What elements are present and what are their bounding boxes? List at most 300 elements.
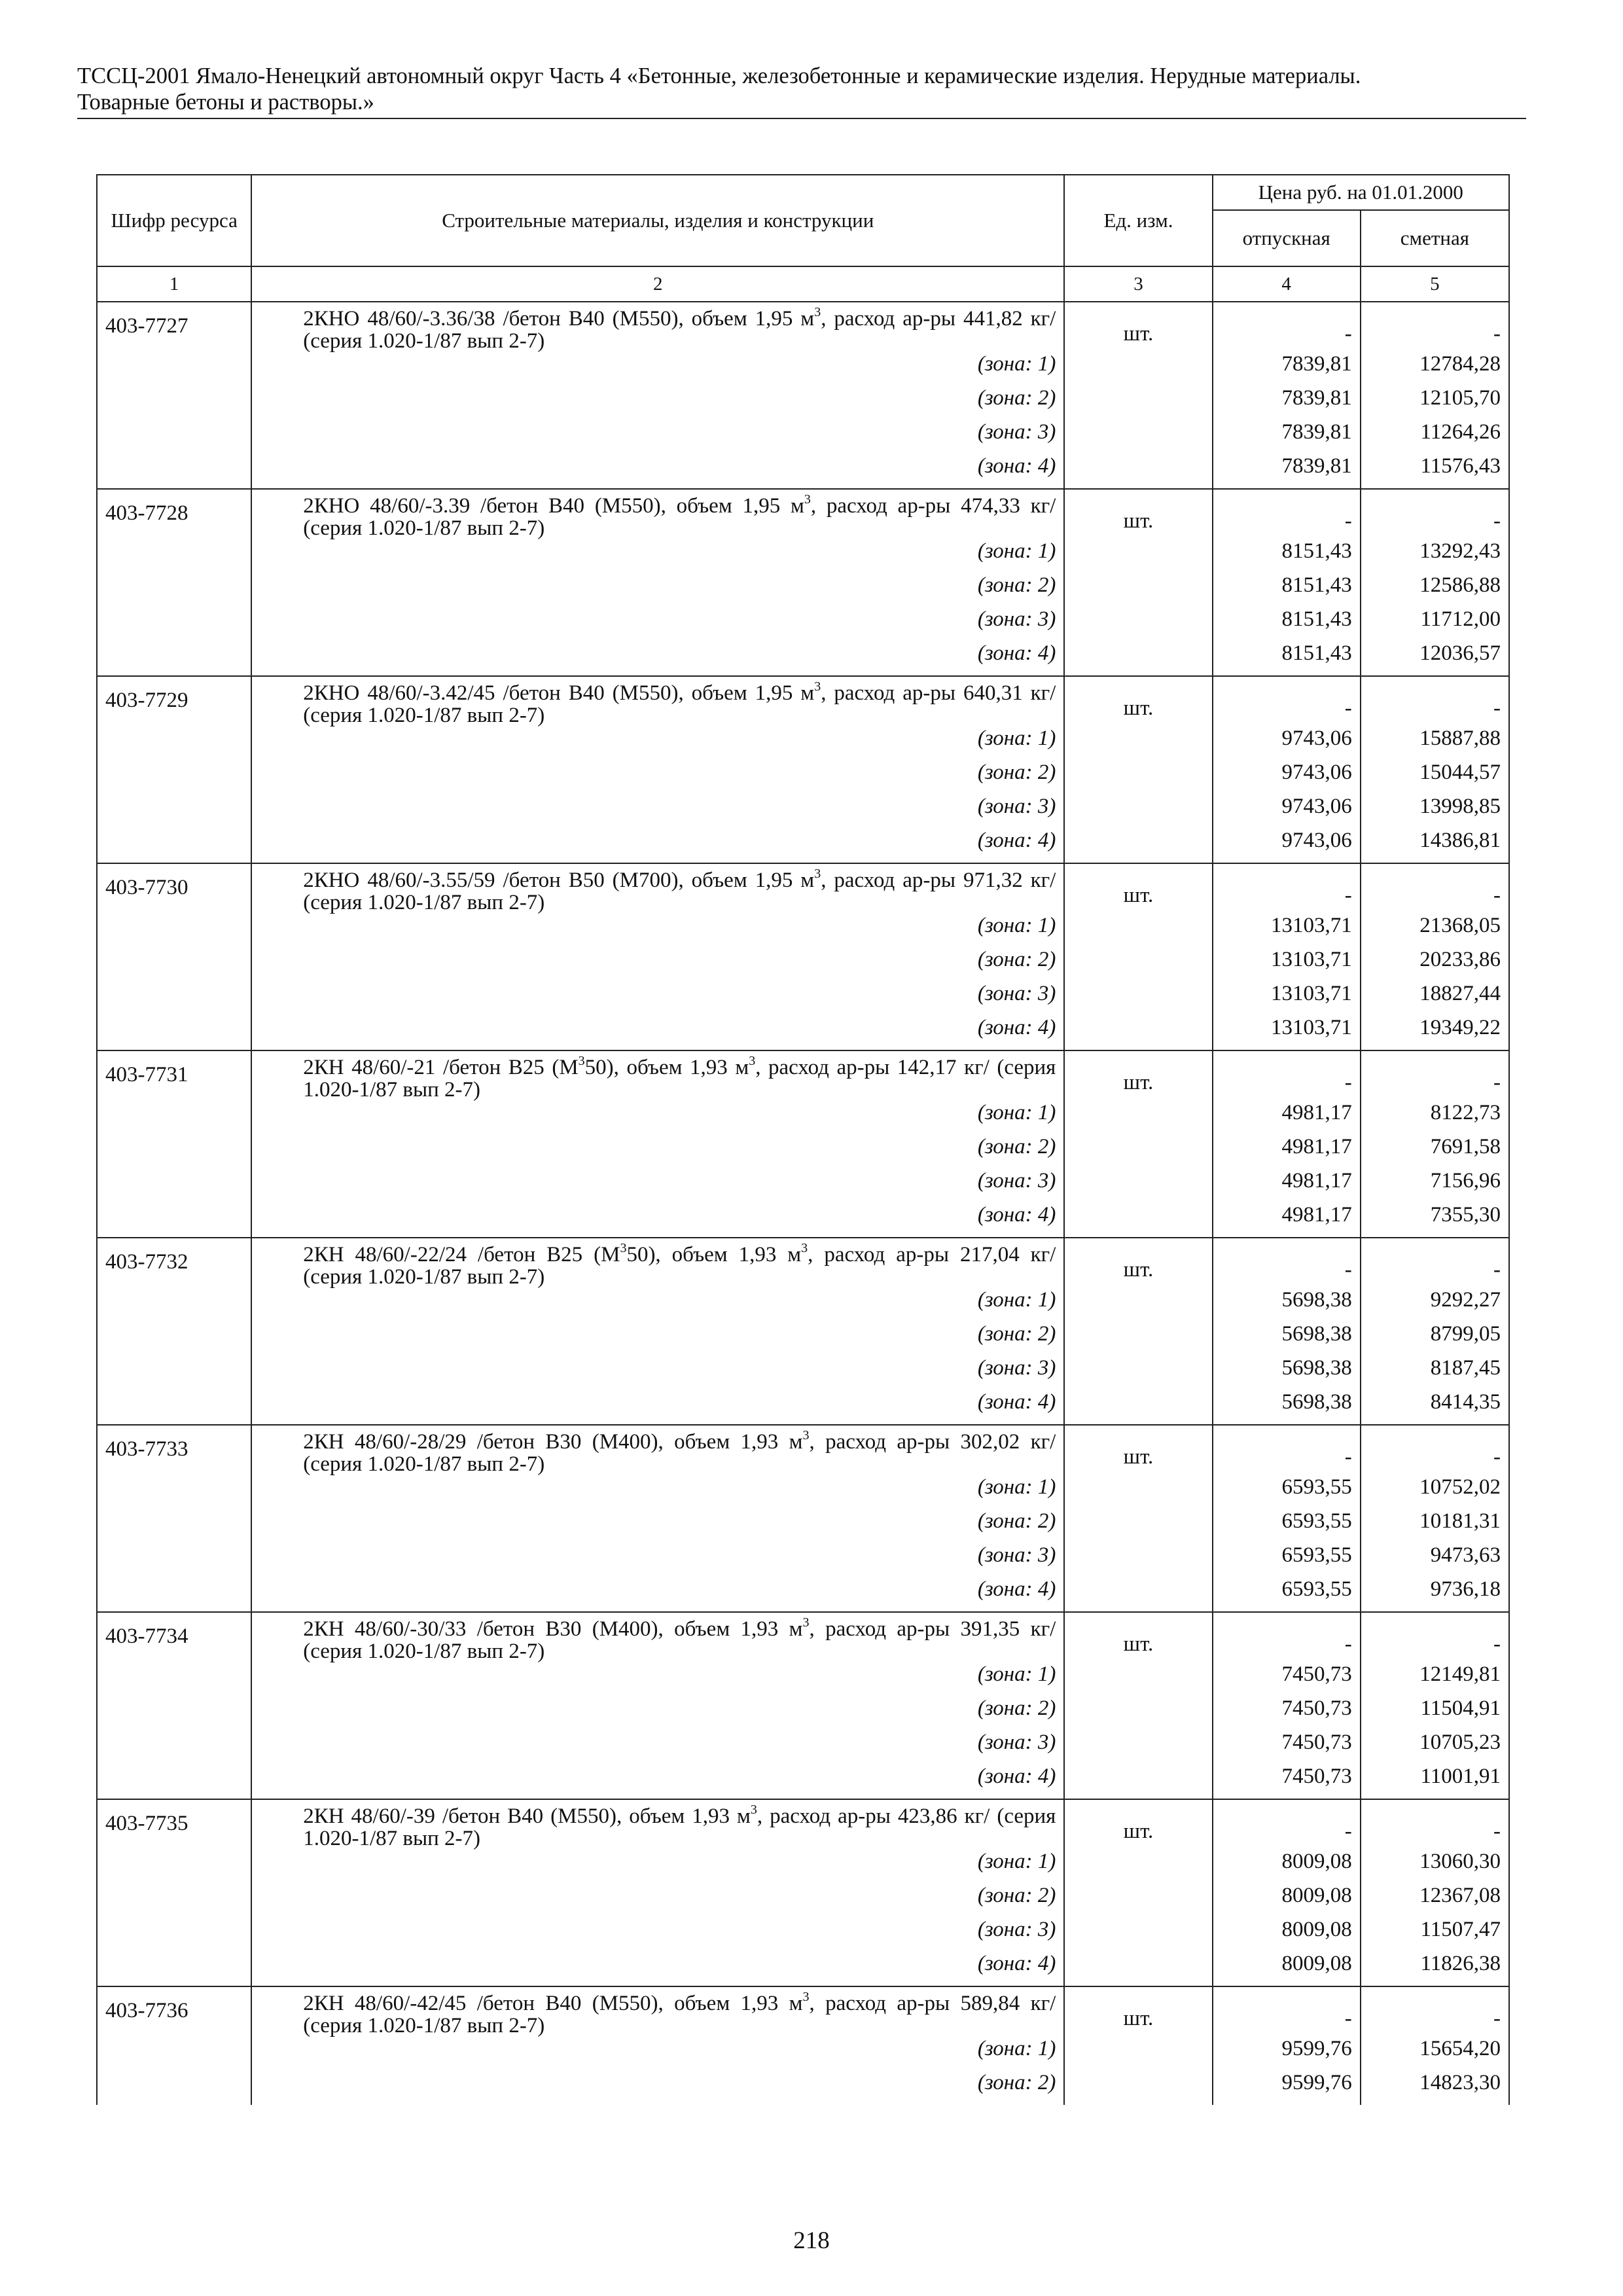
table-body [97,302,1509,2105]
empty-cell [1064,726,1212,761]
empty-cell [1064,454,1212,489]
zone-estimate-price: 9473,63 [1361,1543,1509,1577]
zone-release-price: 8009,08 [1213,1952,1361,1986]
zone-release-price: 8009,08 [1213,1918,1361,1952]
empty-cell [1064,761,1212,795]
zone-row [97,795,1509,829]
header-code: Шифр ресурса [97,175,251,266]
zone-label: (зона: 2) [251,1884,1064,1918]
empty-cell [1064,2037,1212,2071]
zone-estimate-price: 10181,31 [1361,1509,1509,1543]
zone-release-price: 13103,71 [1213,948,1361,982]
zone-label: (зона: 4) [251,1765,1064,1799]
zone-label: (зона: 3) [251,982,1064,1016]
empty-cell [1064,1662,1212,1696]
zone-estimate-price: 11712,00 [1361,607,1509,641]
zone-estimate-price: 11504,91 [1361,1696,1509,1731]
zone-label: (зона: 1) [251,1101,1064,1135]
superscript-3: 3 [620,1241,627,1255]
table-row [97,863,1509,914]
zone-release-price: 9743,06 [1213,829,1361,863]
zone-estimate-price: 19349,22 [1361,1016,1509,1050]
zone-label: (зона: 2) [251,1696,1064,1731]
desc-start: 2КН 48/60/-39 /бетон В40 (М550), объем 1,93 м [303,1804,751,1828]
zone-label: (зона: 4) [251,1390,1064,1425]
empty-cell [1064,1918,1212,1952]
empty-cell [97,795,251,829]
zone-row [97,1884,1509,1918]
empty-cell [97,1952,251,1986]
empty-cell [97,1884,251,1918]
zone-release-price: 9599,76 [1213,2037,1361,2071]
empty-cell [1064,573,1212,607]
resource-code: 403-7735 [97,1799,251,1850]
empty-cell [97,573,251,607]
empty-cell [97,1577,251,1612]
unit: шт. [1064,489,1212,539]
zone-release-price: 6593,55 [1213,1577,1361,1612]
empty-cell [97,1356,251,1390]
column-number: 1 [97,266,251,302]
estimate-price: - [1361,863,1509,914]
zone-estimate-price: 8187,45 [1361,1356,1509,1390]
zone-release-price: 9599,76 [1213,2071,1361,2105]
empty-cell [97,1169,251,1203]
item-description [251,1612,1064,1662]
page-number: 218 [793,2227,830,2254]
empty-cell [1064,1850,1212,1884]
header-line-1: ТССЦ-2001 Ямало-Ненецкий автономный округ Часть 4 «Бетонные, железобетонные и керамические изделия. Нерудные материалы. [77,63,1361,88]
empty-cell [1064,1288,1212,1322]
release-price: - [1213,676,1361,726]
zone-row [97,1356,1509,1390]
zone-row [97,982,1509,1016]
header-estimate-price: сметная [1361,210,1509,266]
zone-release-price: 5698,38 [1213,1288,1361,1322]
zone-release-price: 8151,43 [1213,539,1361,573]
zone-estimate-price: 18827,44 [1361,982,1509,1016]
empty-cell [97,607,251,641]
zone-release-price: 7450,73 [1213,1731,1361,1765]
resource-code: 403-7728 [97,489,251,539]
header-line-2: Товарные бетоны и растворы.» [77,90,374,115]
column-number: 4 [1213,266,1361,302]
header-price: Цена руб. на 01.01.2000 [1213,175,1509,210]
zone-estimate-price: 8799,05 [1361,1322,1509,1356]
column-number: 3 [1064,266,1212,302]
superscript-3: 3 [578,1054,585,1068]
zone-label: (зона: 4) [251,641,1064,676]
zone-row [97,1765,1509,1799]
zone-row [97,1016,1509,1050]
item-description [251,676,1064,726]
zone-row [97,2071,1509,2105]
resource-code: 403-7736 [97,1986,251,2037]
header-name: Строительные материалы, изделия и конструкции [251,175,1064,266]
estimate-price: - [1361,302,1509,352]
zone-estimate-price: 7691,58 [1361,1135,1509,1169]
zone-label: (зона: 1) [251,726,1064,761]
zone-label: (зона: 4) [251,1203,1064,1238]
zone-release-price: 9743,06 [1213,726,1361,761]
empty-cell [97,726,251,761]
empty-cell [1064,1952,1212,1986]
empty-cell [1064,1577,1212,1612]
zone-row [97,2037,1509,2071]
zone-row [97,1169,1509,1203]
zone-row [97,1288,1509,1322]
zone-label: (зона: 4) [251,1952,1064,1986]
zone-row [97,914,1509,948]
zone-label: (зона: 1) [251,1850,1064,1884]
zone-release-price: 7839,81 [1213,420,1361,454]
unit: шт. [1064,1612,1212,1662]
zone-release-price: 13103,71 [1213,982,1361,1016]
zone-estimate-price: 11001,91 [1361,1765,1509,1799]
zone-release-price: 8009,08 [1213,1884,1361,1918]
zone-label: (зона: 4) [251,829,1064,863]
desc-mid: 50), объем 1,93 м [626,1243,802,1266]
empty-cell [97,1016,251,1050]
resource-code: 403-7727 [97,302,251,352]
estimate-price: - [1361,489,1509,539]
empty-cell [97,914,251,948]
empty-cell [1064,829,1212,863]
zone-release-price: 5698,38 [1213,1322,1361,1356]
empty-cell [97,1135,251,1169]
resource-code: 403-7731 [97,1050,251,1101]
zone-row [97,1696,1509,1731]
zone-row [97,1135,1509,1169]
zone-release-price: 8009,08 [1213,1850,1361,1884]
zone-estimate-price: 7355,30 [1361,1203,1509,1238]
zone-estimate-price: 10705,23 [1361,1731,1509,1765]
zone-release-price: 7839,81 [1213,352,1361,386]
zone-estimate-price: 12149,81 [1361,1662,1509,1696]
empty-cell [97,1475,251,1509]
unit: шт. [1064,1238,1212,1288]
empty-cell [1064,795,1212,829]
zone-label: (зона: 3) [251,1169,1064,1203]
resource-code: 403-7734 [97,1612,251,1662]
zone-label: (зона: 4) [251,454,1064,489]
empty-cell [1064,1016,1212,1050]
empty-cell [1064,1765,1212,1799]
zone-estimate-price: 11264,26 [1361,420,1509,454]
table-row [97,1425,1509,1475]
zone-release-price: 7450,73 [1213,1696,1361,1731]
zone-row [97,726,1509,761]
zone-estimate-price: 10752,02 [1361,1475,1509,1509]
unit: шт. [1064,1050,1212,1101]
zone-row [97,1509,1509,1543]
resource-code: 403-7729 [97,676,251,726]
zone-release-price: 7450,73 [1213,1765,1361,1799]
desc-end: , расход ар-ры 971,32 кг/ (серия 1.020-1/87 вып 2-7) [303,869,1056,914]
zone-estimate-price: 12105,70 [1361,386,1509,420]
zone-label: (зона: 2) [251,761,1064,795]
empty-cell [97,539,251,573]
release-price: - [1213,863,1361,914]
zone-label: (зона: 2) [251,948,1064,982]
superscript-3: 3 [802,1615,810,1630]
zone-label: (зона: 2) [251,1135,1064,1169]
release-price: - [1213,1238,1361,1288]
resource-code: 403-7730 [97,863,251,914]
zone-estimate-price: 14823,30 [1361,2071,1509,2105]
zone-estimate-price: 9736,18 [1361,1577,1509,1612]
zone-estimate-price: 11576,43 [1361,454,1509,489]
empty-cell [97,2037,251,2071]
table-row [97,676,1509,726]
zone-label: (зона: 1) [251,1288,1064,1322]
superscript-3: 3 [804,492,811,507]
zone-release-price: 9743,06 [1213,795,1361,829]
empty-cell [97,454,251,489]
zone-estimate-price: 12367,08 [1361,1884,1509,1918]
empty-cell [1064,539,1212,573]
empty-cell [97,982,251,1016]
desc-end: , расход ар-ры 217,04 кг/ (серия 1.020-1/87 вып 2-7) [303,1243,1056,1289]
zone-estimate-price: 13060,30 [1361,1850,1509,1884]
zone-row [97,1577,1509,1612]
zone-row [97,1390,1509,1425]
zone-row [97,948,1509,982]
desc-end: , расход ар-ры 423,86 кг/ (серия 1.020-1/87 вып 2-7) [303,1804,1056,1850]
zone-row [97,829,1509,863]
empty-cell [97,1696,251,1731]
table-row [97,1238,1509,1288]
zone-estimate-price: 15044,57 [1361,761,1509,795]
empty-cell [1064,386,1212,420]
empty-cell [1064,1322,1212,1356]
zone-estimate-price: 13292,43 [1361,539,1509,573]
superscript-3: 3 [814,305,821,319]
item-description [251,302,1064,352]
desc-start: 2КНО 48/60/-3.42/45 /бетон В40 (М550), объем 1,95 м [303,681,815,705]
zone-label: (зона: 3) [251,1543,1064,1577]
resource-code: 403-7733 [97,1425,251,1475]
unit: шт. [1064,1799,1212,1850]
desc-end: , расход ар-ры 474,33 кг/ (серия 1.020-1/87 вып 2-7) [303,494,1056,540]
table-row [97,1986,1509,2037]
desc-end: , расход ар-ры 441,82 кг/ (серия 1.020-1/87 вып 2-7) [303,307,1056,353]
item-description [251,863,1064,914]
zone-estimate-price: 14386,81 [1361,829,1509,863]
empty-cell [1064,1696,1212,1731]
zone-release-price: 9743,06 [1213,761,1361,795]
zone-estimate-price: 7156,96 [1361,1169,1509,1203]
empty-cell [1064,1390,1212,1425]
zone-release-price: 5698,38 [1213,1356,1361,1390]
zone-estimate-price: 8122,73 [1361,1101,1509,1135]
zone-release-price: 7839,81 [1213,386,1361,420]
estimate-price: - [1361,1238,1509,1288]
zone-row [97,1543,1509,1577]
zone-label: (зона: 3) [251,607,1064,641]
item-description [251,1799,1064,1850]
zone-label: (зона: 3) [251,420,1064,454]
zone-label: (зона: 2) [251,573,1064,607]
zone-release-price: 7450,73 [1213,1662,1361,1696]
zone-label: (зона: 2) [251,386,1064,420]
zone-estimate-price: 12784,28 [1361,352,1509,386]
empty-cell [97,829,251,863]
empty-cell [1064,1203,1212,1238]
empty-cell [97,1918,251,1952]
estimate-price: - [1361,1050,1509,1101]
empty-cell [97,1662,251,1696]
zone-label: (зона: 1) [251,1475,1064,1509]
empty-cell [97,1288,251,1322]
empty-cell [1064,1475,1212,1509]
zone-estimate-price: 11507,47 [1361,1918,1509,1952]
zone-row [97,352,1509,386]
unit: шт. [1064,863,1212,914]
zone-release-price: 8151,43 [1213,607,1361,641]
price-table [96,174,1510,2105]
superscript-3: 3 [814,679,821,694]
estimate-price: - [1361,1425,1509,1475]
empty-cell [97,761,251,795]
superscript-3: 3 [801,1241,808,1255]
empty-cell [97,1543,251,1577]
zone-row [97,1322,1509,1356]
zone-release-price: 4981,17 [1213,1135,1361,1169]
estimate-price: - [1361,676,1509,726]
zone-row [97,1952,1509,1986]
resource-code: 403-7732 [97,1238,251,1288]
zone-release-price: 4981,17 [1213,1169,1361,1203]
item-description [251,1050,1064,1101]
zone-estimate-price: 13998,85 [1361,795,1509,829]
table-row [97,1799,1509,1850]
zone-row [97,761,1509,795]
empty-cell [97,1731,251,1765]
zone-label: (зона: 4) [251,1577,1064,1612]
release-price: - [1213,1425,1361,1475]
empty-cell [1064,1543,1212,1577]
superscript-3: 3 [750,1803,757,1817]
empty-cell [97,386,251,420]
empty-cell [1064,420,1212,454]
superscript-3: 3 [749,1054,756,1068]
zone-row [97,1203,1509,1238]
zone-release-price: 6593,55 [1213,1509,1361,1543]
desc-start: 2КНО 48/60/-3.55/59 /бетон В50 (М700), объем 1,95 м [303,869,815,892]
superscript-3: 3 [802,1990,810,2004]
unit: шт. [1064,676,1212,726]
empty-cell [1064,2071,1212,2105]
zone-label: (зона: 1) [251,914,1064,948]
zone-row [97,1731,1509,1765]
table-row [97,489,1509,539]
zone-estimate-price: 8414,35 [1361,1390,1509,1425]
zone-estimate-price: 9292,27 [1361,1288,1509,1322]
desc-start: 2КН 48/60/-22/24 /бетон В25 (М [303,1243,620,1266]
table-row [97,302,1509,352]
zone-release-price: 8151,43 [1213,641,1361,676]
desc-end: , расход ар-ры 640,31 кг/ (серия 1.020-1/87 вып 2-7) [303,681,1056,727]
release-price: - [1213,1986,1361,2037]
empty-cell [97,1509,251,1543]
unit: шт. [1064,1425,1212,1475]
header-release-price: отпускная [1213,210,1361,266]
empty-cell [1064,1356,1212,1390]
zone-estimate-price: 11826,38 [1361,1952,1509,1986]
item-description [251,1425,1064,1475]
zone-estimate-price: 20233,86 [1361,948,1509,982]
zone-release-price: 8151,43 [1213,573,1361,607]
empty-cell [1064,1731,1212,1765]
empty-cell [1064,1884,1212,1918]
desc-end: , расход ар-ры 142,17 кг/ (серия 1.020-1/87 вып 2-7) [303,1056,1056,1102]
estimate-price: - [1361,1612,1509,1662]
header-unit: Ед. изм. [1064,175,1212,266]
zone-label: (зона: 2) [251,1509,1064,1543]
desc-start: 2КНО 48/60/-3.36/38 /бетон В40 (М550), объем 1,95 м [303,307,815,331]
empty-cell [97,2071,251,2105]
empty-cell [1064,982,1212,1016]
zone-release-price: 4981,17 [1213,1101,1361,1135]
empty-cell [97,352,251,386]
release-price: - [1213,302,1361,352]
estimate-price: - [1361,1799,1509,1850]
desc-end: , расход ар-ры 589,84 кг/ (серия 1.020-1/87 вып 2-7) [303,1992,1056,2037]
empty-cell [1064,1135,1212,1169]
release-price: - [1213,1799,1361,1850]
zone-release-price: 13103,71 [1213,914,1361,948]
item-description [251,489,1064,539]
estimate-price: - [1361,1986,1509,2037]
release-price: - [1213,1612,1361,1662]
empty-cell [97,641,251,676]
zone-label: (зона: 3) [251,1731,1064,1765]
zone-release-price: 6593,55 [1213,1475,1361,1509]
empty-cell [97,1322,251,1356]
empty-cell [1064,641,1212,676]
zone-label: (зона: 3) [251,1356,1064,1390]
desc-start: 2КНО 48/60/-3.39 /бетон В40 (М550), объем 1,95 м [303,494,804,518]
zone-release-price: 4981,17 [1213,1203,1361,1238]
empty-cell [97,1765,251,1799]
unit: шт. [1064,1986,1212,2037]
zone-release-price: 5698,38 [1213,1390,1361,1425]
empty-cell [97,948,251,982]
zone-label: (зона: 2) [251,1322,1064,1356]
superscript-3: 3 [814,867,821,881]
zone-label: (зона: 1) [251,2037,1064,2071]
zone-release-price: 6593,55 [1213,1543,1361,1577]
release-price: - [1213,1050,1361,1101]
zone-row [97,1475,1509,1509]
table-row [97,1050,1509,1101]
zone-row [97,386,1509,420]
zone-row [97,573,1509,607]
zone-row [97,539,1509,573]
zone-estimate-price: 15887,88 [1361,726,1509,761]
desc-mid: 50), объем 1,93 м [584,1056,749,1079]
unit: шт. [1064,302,1212,352]
column-number: 5 [1361,266,1509,302]
zone-label: (зона: 3) [251,1918,1064,1952]
zone-row [97,607,1509,641]
column-number: 2 [251,266,1064,302]
empty-cell [1064,948,1212,982]
empty-cell [1064,1509,1212,1543]
zone-label: (зона: 3) [251,795,1064,829]
zone-label: (зона: 4) [251,1016,1064,1050]
